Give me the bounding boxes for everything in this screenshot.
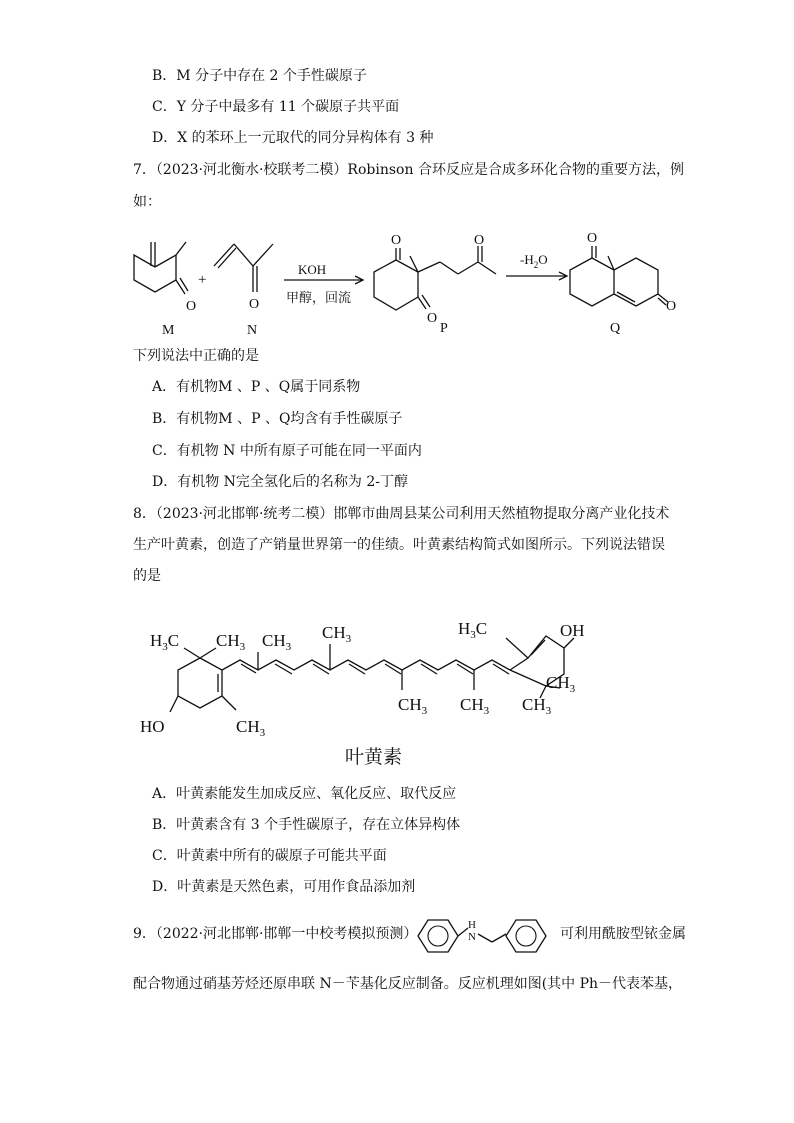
q8-option-a: A．叶黄素能发生加成反应、氧化反应、取代反应 [152,786,457,802]
label-q: Q [610,321,621,336]
lutein-structure [0,608,794,778]
reagent-minus-water: $-H_2O$ [520,252,548,270]
q8-option-c: C．叶黄素中所有的碳原子可能共平面 [152,848,387,864]
q9-stem-tail: 可利用酰胺型铱金属 [560,926,686,942]
reaction-arrow-1 [284,262,363,306]
q7-stem-line1: 7．（2023·河北衡水·校联考二模）Robinson 合环反应是合成多环化合物的重要方法，例 [133,162,684,178]
q6-option-b: B．M 分子中存在 2 个手性碳原子 [152,68,367,84]
reaction-arrow-2 [506,252,567,280]
q8-stem-line2: 生产叶黄素，创造了产销量世界第一的佳绩。叶黄素结构简式如图所示。下列说法错误 [133,537,665,553]
plus-sign: + [198,272,207,288]
methyl-chain-1: $CH_3$ [262,631,292,653]
reagent-methanol-reflux: 甲醇，回流 [286,290,352,305]
q7-option-a: A．有机物M 、P 、Q属于同系物 [152,379,361,395]
q8-stem-line1: 8．（2023·河北邯郸·统考二模）邯郸市曲周县某公司利用天然植物提取分离产业化技术 [133,506,670,522]
q7-option-b: B．有机物M 、P 、Q均含有手性碳原子 [152,411,403,427]
q7-prompt: 下列说法中正确的是 [133,348,259,364]
q8-option-d: D．叶黄素是天然色素，可用作食品添加剂 [152,879,416,895]
q8-option-b: B．叶黄素含有 3 个手性碳原子，存在立体异构体 [152,817,461,833]
atom-o-n: O [249,297,260,312]
hydroxyl-right: OH [560,621,585,640]
methyl-chain-3: $CH_3$ [398,695,428,717]
methyl-left-2: $CH_3$ [216,631,246,653]
methyl-right-3: $CH_3$ [522,695,552,717]
q7-stem-line2: 如： [133,194,161,210]
methyl-left-3: $CH_3$ [236,717,266,739]
q8-stem-line3: 的是 [133,568,161,584]
reagent-koh: KOH [298,262,327,277]
atom-o-p2: O [427,311,438,326]
atom-o-q1: O [587,231,598,246]
atom-o-p3: O [474,233,485,248]
molecule-p [374,233,496,336]
atom-o-m: O [186,299,197,314]
methyl-chain-2: $CH_3$ [322,623,352,645]
methyl-right-2: $CH_3$ [546,673,576,695]
atom-o-p1: O [391,233,402,248]
label-m: M [162,323,175,338]
methyl-right-1: $H_3C$ [458,619,488,641]
methyl-left-1: $H_3C$ [150,631,180,653]
q9-stem-head: 9．（2022·河北邯郸·邯郸一中校考模拟预测） [133,926,418,942]
robinson-reaction-scheme [0,222,794,342]
molecule-m [134,242,196,338]
molecule-q [570,231,676,336]
atom-n: N [468,931,476,943]
n-benzylaniline-structure [406,910,566,962]
label-n: N [247,323,258,338]
q6-option-d: D．X 的苯环上一元取代的同分异构体有 3 种 [152,130,434,146]
label-p: P [440,321,448,336]
atom-h-nh: H [468,919,476,931]
atom-o-q2: O [666,299,677,314]
lutein-caption: 叶黄素 [345,747,403,768]
methyl-chain-4: $CH_3$ [460,695,490,717]
q7-option-d: D．有机物 N完全氢化后的名称为 2-丁醇 [152,474,409,490]
q7-option-c: C．有机物 N 中所有原子可能在同一平面内 [152,443,422,459]
q9-line2: 配合物通过硝基芳烃还原串联 N－苄基化反应制备。反应机理如图(其中 Ph－代表苯基， [133,976,683,992]
q6-option-c: C．Y 分子中最多有 11 个碳原子共平面 [152,99,400,115]
hydroxyl-left: HO [140,717,165,736]
molecule-n [214,244,273,338]
